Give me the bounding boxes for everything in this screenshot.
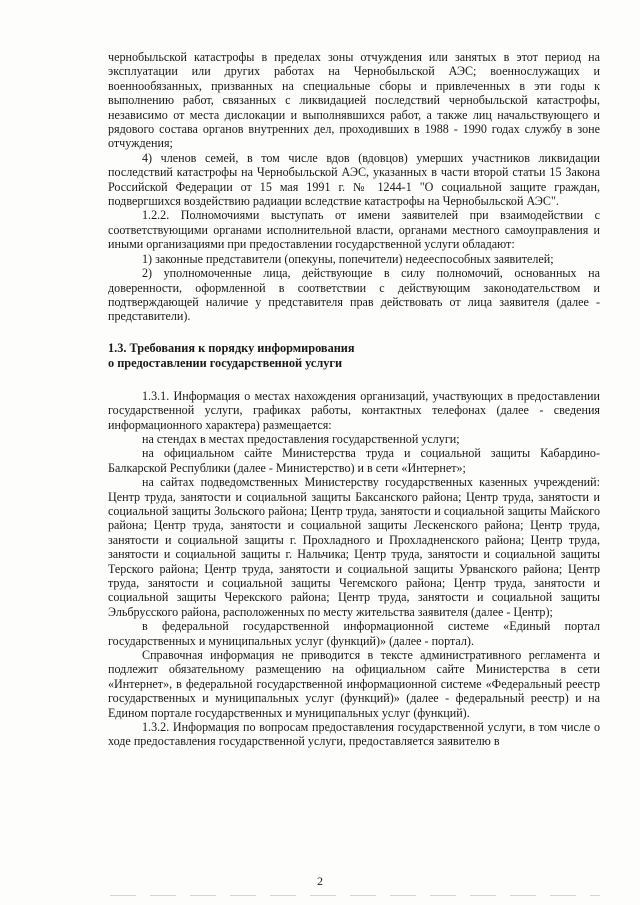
section-heading-line-2: о предоставлении государственной услуги — [108, 355, 343, 370]
paragraph-official-site: на официальном сайте Министерства труда и социальной защиты Кабардино-Балкарской Республики (далее - Министерство) и в сети «Интернет»; — [108, 446, 600, 475]
paragraph-subordinate-sites: на сайтах подведомственных Министерству государственных казенных учреждений: Центр труда, занятости и социальной защиты Баксанского района; Центр труда, занятости и социальной защиты Зольского района; Центр труда, занятости и социальной защиты Майского района; Центр труда, занятости и социальной защиты Лескенского района; Центр труда, занятости и социальной защиты г. Прохладного и Прохладненского района; Центр труда, занятости и социальной защиты г. Нальчика; Центр труда, занятости и социальной защиты Терского района; Центр труда, занятости и социальной защиты Урванского района; Центр труда, занятости и социальной защиты Чегемского района; Центр труда, занятости и социальной защиты Черекского района; Центр труда, занятости и социальной защиты Эльбрусского района, расположенных по месту жительства заявителя (далее - Центр); — [108, 475, 600, 619]
scan-edge-divider — [110, 895, 600, 896]
document-body — [108, 50, 600, 749]
paragraph-continuation: чернобыльской катастрофы в пределах зоны отчуждения или занятых в этот период на эксплуатации или других работах на Чернобыльской АЭС; военнослужащих и военнообязанных, призванных на специальные сборы и привлеченных в эти годы к выполнению работ, связанных с ликвидацией последствий чернобыльской катастрофы, независимо от места дислокации и выполнявшихся работ, а также лиц начальствующего и рядового состава органов внутренних дел, проходивших в 1988 - 1990 годах службу в зоне отчуждения; — [108, 50, 600, 151]
paragraph-legal-representatives: 1) законные представители (опекуны, попечители) недееспособных заявителей; — [142, 251, 554, 266]
paragraph-reference-info: Справочная информация не приводится в тексте административного регламента и подлежит обязательному размещению на официальном сайте Министерства в сети «Интернет», в федеральной государственной информационной системе «Федеральный реестр государственных и муниципальных услуг (функций)» (далее - федеральный реестр) и на Едином портале государственных и муниципальных услуг (функций). — [108, 648, 600, 720]
paragraph-item-4: 4) членов семей, в том числе вдов (вдовцов) умерших участников ликвидации последствий катастрофы на Чернобыльской АЭС, указанных в части второй статьи 15 Закона Российской Федерации от 15 мая 1991 г. № 1244-1 "О социальной защите граждан, подвергшихся воздействию радиации вследствие катастрофы на Чернобыльской АЭС". — [108, 150, 600, 209]
section-heading-line-1: 1.3. Требования к порядку информирования — [108, 340, 355, 355]
paragraph-authorized-persons: 2) уполномоченные лица, действующие в силу полномочий, основанных на доверенности, оформленной в соответствии с действующим законодательством и подтверждающей наличие у представителя прав действовать от лица заявителя (далее - представители). — [108, 266, 600, 324]
page-number: 2 — [317, 874, 323, 888]
paragraph-stands: на стендах в местах предоставления государственной услуги; — [142, 431, 460, 446]
paragraph-federal-portal: в федеральной государственной информационной системе «Единый портал государственных и муниципальных услуг (функций)» (далее - портал). — [108, 619, 600, 648]
paragraph-1-3-2: 1.3.2. Информация по вопросам предоставления государственной услуги, в том числе о ходе предоставления государственной услуги, предоставляется заявителю в — [108, 720, 600, 749]
paragraph-1-3-1: 1.3.1. Информация о местах нахождения организаций, участвующих в предоставлении государственной услуги, графиках работы, контактных телефонах (далее - сведения информационного характера) размещается: — [108, 388, 600, 432]
section-heading — [108, 341, 600, 371]
paragraph-1-2-2: 1.2.2. Полномочиями выступать от имени заявителей при взаимодействии с соответствующими органами исполнительной власти, органами местного самоуправления и иными организациями при предоставлении государственной услуги обладают: — [108, 208, 600, 252]
